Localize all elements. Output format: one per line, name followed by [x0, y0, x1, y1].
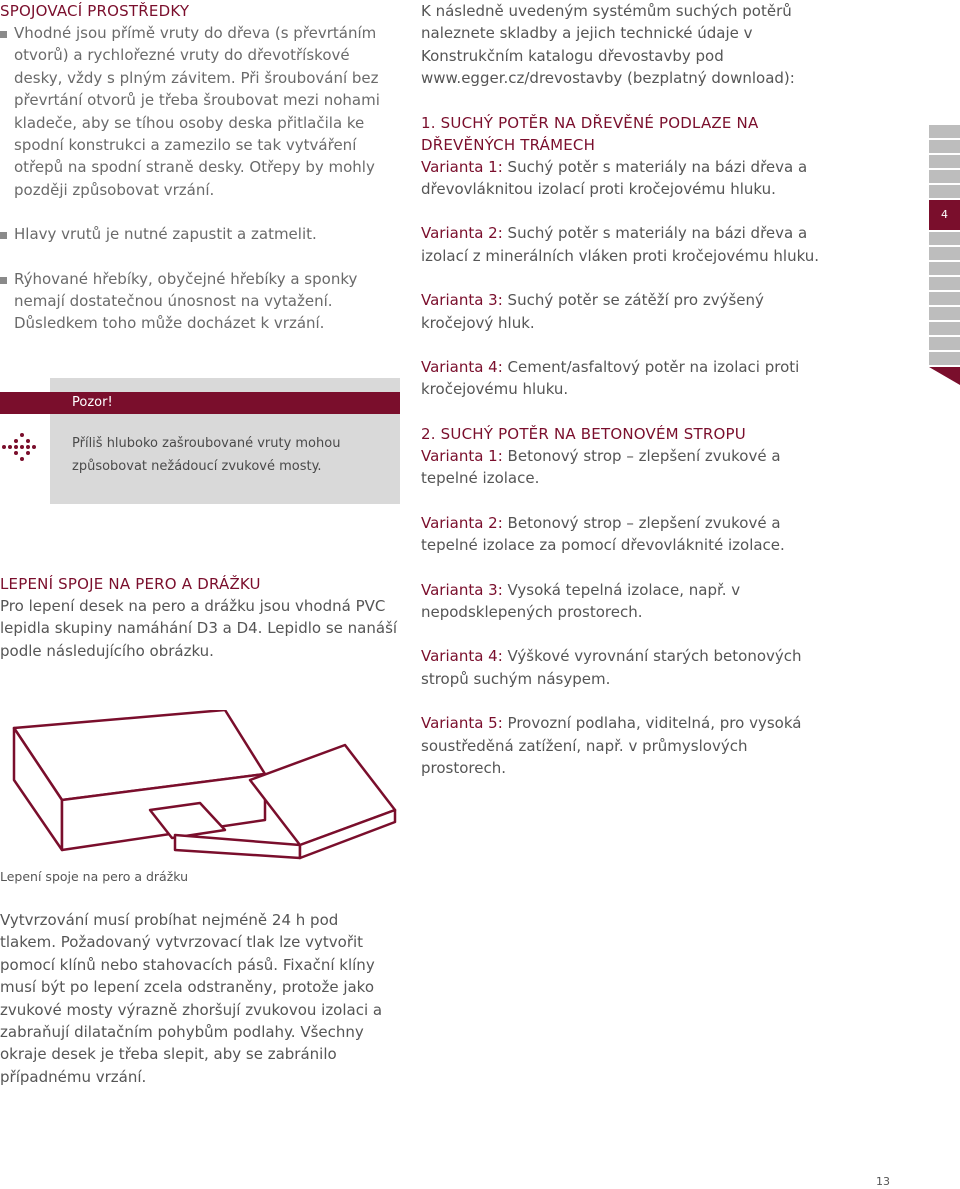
notice-label: Pozor!	[72, 395, 113, 410]
section-heading-fasteners: SPOJOVACÍ PROSTŘEDKY	[0, 2, 190, 20]
variant-item	[421, 579, 821, 624]
left-column	[0, 0, 400, 335]
variant-text: Betonový strop – zlepšení zvukové a tepelné izolace.	[421, 446, 781, 488]
section-heading-gluing: LEPENÍ SPOJE NA PERO A DRÁŽKU	[0, 575, 261, 593]
variant-text: Výškové vyrovnání starých betonových stropů suchým násypem.	[421, 647, 802, 688]
variant-label: Varianta 2:	[421, 513, 503, 532]
variant-text: Provozní podlaha, viditelná, pro vysoká soustředěná zatížení, např. v průmyslových prostorech.	[421, 714, 802, 777]
arrow-dots-icon	[0, 430, 40, 464]
variant-text: Suchý potěr s materiály na bázi dřeva a izolací z minerálních vláken proti kročejovému hluku.	[421, 224, 820, 265]
chapter-tab[interactable]	[929, 170, 960, 183]
notice-bar	[0, 392, 400, 414]
gluing-text: Pro lepení desek na pero a drážku jsou vhodná PVC lepidla skupiny namáhání D3 a D4. Lepidlo se nanáší podle následujícího obrázku.	[0, 597, 398, 660]
variant-text: Suchý potěr s materiály na bázi dřeva a dřevovláknitou izolací proti kročejovému hluku.	[421, 157, 808, 199]
variant-label: Varianta 4:	[421, 647, 503, 666]
right-column	[421, 0, 821, 801]
variant-label: Varianta 3:	[421, 291, 503, 310]
chapter-tab[interactable]	[929, 352, 960, 365]
chapter-tab[interactable]	[929, 247, 960, 260]
variant-label: Varianta 5:	[421, 714, 503, 733]
gluing-section	[0, 573, 400, 662]
chapter-tab[interactable]	[929, 337, 960, 350]
variant-label: Varianta 1:	[421, 446, 503, 465]
variant-item	[421, 222, 821, 267]
variant-label: Varianta 3:	[421, 580, 503, 599]
variant-item	[421, 289, 821, 334]
intro-text: K následně uvedeným systémům suchých potěrů naleznete skladby a jejich technické údaje v Konstrukčním katalogu dřevostavby pod www.egger.cz/drevostavby (bezplatný download):	[421, 2, 795, 88]
variant-text: Vysoká tepelná izolace, např. v nepodsklepených prostorech.	[421, 580, 741, 621]
notice-text: Příliš hluboko zašroubované vruty mohou způsobovat nežádoucí zvukové mosty.	[72, 436, 341, 474]
tongue-groove-illustration	[0, 710, 400, 860]
variant-item	[421, 712, 821, 779]
variant-label: Varianta 2:	[421, 224, 503, 243]
variant-text: Cement/asfaltový potěr na izolaci proti kročejovému hluku.	[421, 358, 800, 399]
chapter-tab[interactable]	[929, 307, 960, 320]
chapter-tab[interactable]	[929, 155, 960, 168]
chapter-tab[interactable]	[929, 232, 960, 245]
variant-item	[421, 445, 821, 490]
chapter-tab[interactable]	[929, 322, 960, 335]
variant-item	[421, 645, 821, 690]
variant-label: Varianta 1:	[421, 157, 503, 176]
variant-item	[421, 512, 821, 557]
chapter-tab[interactable]	[929, 140, 960, 153]
chapter-tab[interactable]	[929, 277, 960, 290]
chapter-tab[interactable]	[929, 292, 960, 305]
variant-item	[421, 156, 821, 201]
variant-text: Suchý potěr se zátěží pro zvýšený kročejový hluk.	[421, 291, 764, 332]
variant-text: Betonový strop – zlepšení zvukové a tepelné izolace za pomocí dřevovláknité izolace.	[421, 513, 785, 555]
bullet-screws: Vhodné jsou přímě vruty do dřeva (s převrtáním otvorů) a rychlořezné vruty do dřevotřískové desky, vždy s plným závitem. Při šroubování bez převrtání otvorů je třeba šroubovat mezi nohami kladeče, aby se tíhou osoby deska přitlačila ke spodní konstrukci a zamezilo se tak vytváření otřepů na spodní straně desky. Otřepy by mohly později způsobovat vrzání.	[0, 22, 386, 201]
bullet-screw-heads: Hlavy vrutů je nutné zapustit a zatmelit.	[0, 223, 400, 245]
chapter-tab[interactable]	[929, 185, 960, 198]
chapter-tab-active[interactable]: 4	[929, 200, 960, 230]
variant-label: Varianta 4:	[421, 358, 503, 377]
group1-heading: 1. SUCHÝ POTĚR NA DŘEVĚNÉ PODLAZE NA DŘEVĚNÝCH TRÁMECH	[421, 113, 759, 154]
page-number: 13	[876, 1175, 890, 1188]
group2-heading: 2. SUCHÝ POTĚR NA BETONOVÉM STROPU	[421, 424, 746, 443]
bullet-nails: Rýhované hřebíky, obyčejné hřebíky a sponky nemají dostatečnou únosnost na vytažení. Důsledkem toho může docházet k vrzání.	[0, 268, 386, 335]
chapter-tab[interactable]	[929, 262, 960, 275]
chapter-tab-strip	[929, 125, 960, 385]
figure-caption: Lepení spoje na pero a drážku	[0, 869, 189, 884]
variant-item	[421, 356, 821, 401]
closing-paragraph: Vytvrzování musí probíhat nejméně 24 h pod tlakem. Požadovaný vytvrzovací tlak lze vytvořit pomocí klínů nebo stahovacích pásů. Fixační klíny musí být po lepení zcela odstraněny, protože jako zvukové mosty výrazně zhoršují zvukovou izolaci a zabraňují dilatačním pohybům podlahy. Všechny okraje desek je třeba slepit, aby se zabránilo případnému vrzání.	[0, 911, 383, 1086]
tab-corner-icon	[929, 367, 960, 385]
chapter-tab[interactable]	[929, 125, 960, 138]
